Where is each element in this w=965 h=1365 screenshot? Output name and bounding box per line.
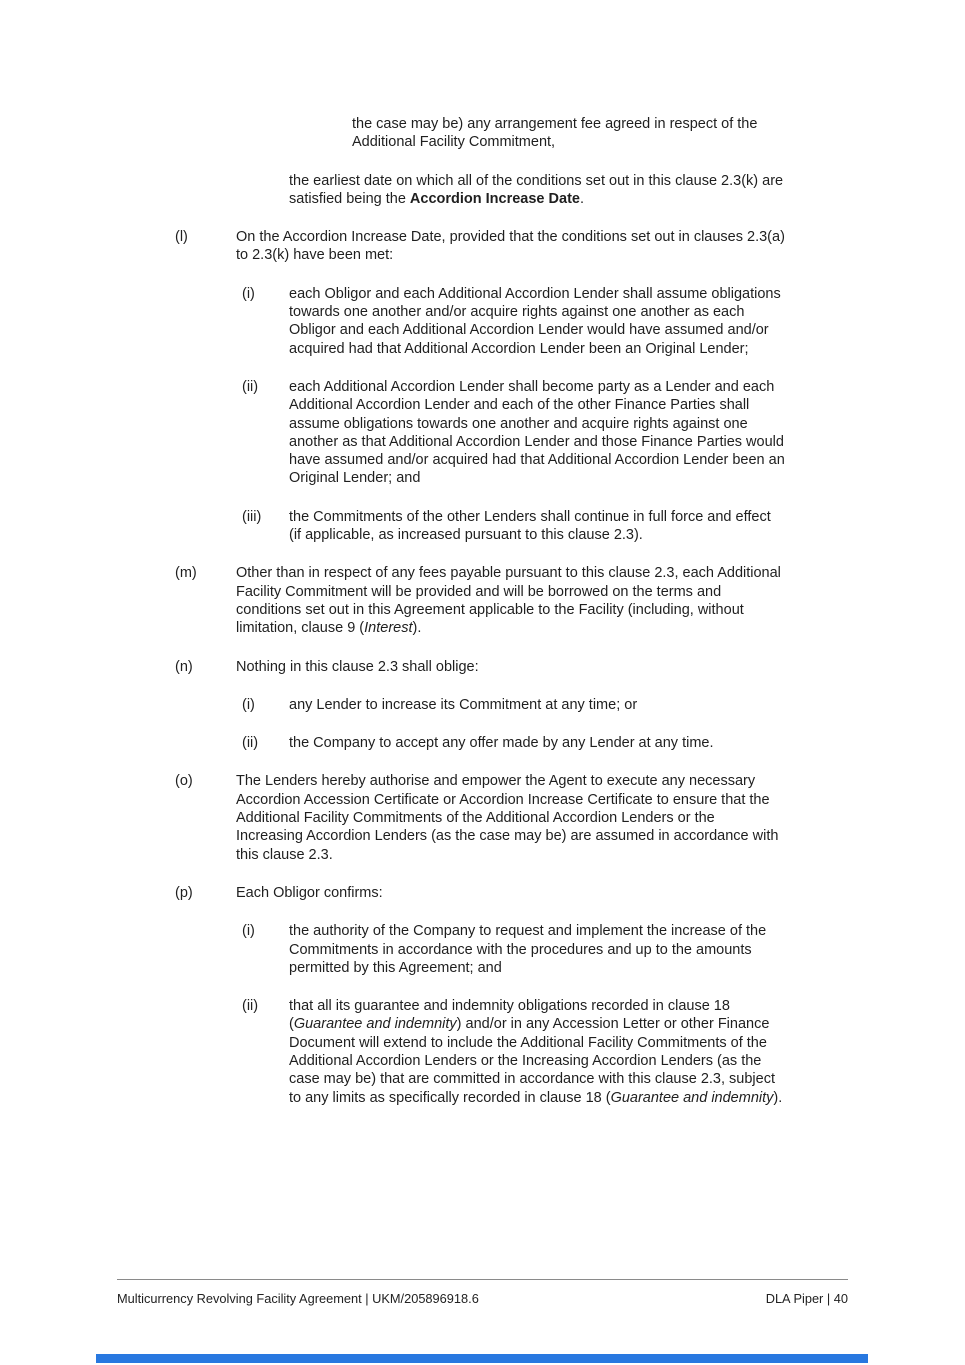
clause-text-segment: ). bbox=[773, 1089, 783, 1106]
clause-text-segment: Guarantee and indemnity bbox=[293, 1016, 457, 1033]
clause-label: (ii) bbox=[242, 735, 259, 752]
footer-rule bbox=[117, 1279, 848, 1280]
clause-text-segment: Interest bbox=[364, 620, 413, 637]
clause-paragraph bbox=[0, 734, 965, 752]
clause-text: each Obligor and each Additional Accordion Lender shall assume obligations towards one another and/or acquire rights against one another as each Obligor and each Additional Accordion Lender would have assumed and/or acquired had that Additional Accordion Lender been an Original Lender; bbox=[289, 285, 781, 357]
footer-firm-page-number: DLA Piper | 40 bbox=[765, 1291, 848, 1306]
clause-text-segment: Guarantee and indemnity bbox=[610, 1089, 774, 1106]
clause-paragraph bbox=[0, 228, 965, 265]
clause-text-segment: to any limits as specifically recorded in clause 18 ( bbox=[289, 1089, 611, 1106]
clause-text: the Commitments of the other Lenders shall continue in full force and effect (if applicable, as increased pursuant to this clause 2.3). bbox=[289, 508, 771, 544]
clause-text-segment: ( bbox=[289, 1016, 294, 1033]
clause-text: any Lender to increase its Commitment at any time; or bbox=[289, 696, 638, 713]
clause-label: (n) bbox=[175, 658, 193, 675]
clause-label: (i) bbox=[242, 923, 255, 940]
clause-text: each Additional Accordion Lender shall become party as a Lender and each Additional Accordion Lender and each of the other Finance Parties shall assume obligations towards one another and acquire rights against one another as that Additional Accordion Lender and those Finance Parties would have assumed and/or acquired had that Additional Accordion Lender been an Original Lender; and bbox=[289, 378, 785, 487]
clause-paragraph bbox=[0, 172, 965, 209]
clause-label: (i) bbox=[242, 696, 255, 713]
clause-paragraph bbox=[0, 285, 965, 358]
clause-paragraph bbox=[0, 884, 965, 902]
clause-text: The Lenders hereby authorise and empower the Agent to execute any necessary Accordion Accession Certificate or Accordion Increase Certificate to ensure that the Additional Facility Commitments of the Additional Accordion Lenders or the Increasing Accordion Lenders (as the case may be) are assumed in accordance with this clause 2.3. bbox=[236, 773, 779, 863]
clause-text: Nothing in this clause 2.3 shall oblige: bbox=[236, 658, 479, 675]
clause-text: the earliest date on which all of the conditions set out in this clause 2.3(k) are satisfied being the Accordion Increase Date. bbox=[289, 172, 784, 207]
page-footer bbox=[117, 1291, 848, 1307]
clause-paragraph bbox=[0, 772, 965, 863]
clause-label: (m) bbox=[175, 565, 197, 582]
clause-text-segment: satisfied being the bbox=[289, 190, 410, 207]
clause-paragraph bbox=[0, 997, 965, 1107]
clause-text-segment: ) and/or in any Accession Letter or other Finance bbox=[456, 1016, 770, 1033]
clause-text: the case may be) any arrangement fee agreed in respect of the Additional Facility Commitment, bbox=[352, 116, 758, 151]
footer-document-title: Multicurrency Revolving Facility Agreement | UKM/205896918.6 bbox=[117, 1291, 479, 1306]
clause-label: (ii) bbox=[242, 998, 259, 1015]
clause-label: (i) bbox=[242, 285, 255, 302]
clause-text: the Company to accept any offer made by any Lender at any time. bbox=[289, 735, 714, 752]
clause-text-segment: Accordion Increase Date bbox=[409, 190, 580, 207]
clause-paragraph bbox=[0, 378, 965, 488]
clause-text: the authority of the Company to request and implement the increase of the Commitments in accordance with the procedures and up to the amounts permitted by this Agreement; and bbox=[289, 923, 767, 976]
clause-paragraph bbox=[0, 564, 965, 637]
clause-text: Other than in respect of any fees payable pursuant to this clause 2.3, each Additional Facility Commitment will be provided and will be borrowed on the terms and conditions set out in this Agreement applicable to the Facility (including, without limitation, clause 9 (Interest). bbox=[236, 565, 781, 637]
bottom-accent-bar bbox=[96, 1354, 868, 1363]
clause-label: (l) bbox=[175, 229, 188, 246]
clause-text-segment: ). bbox=[412, 620, 422, 637]
clause-paragraph bbox=[0, 508, 965, 545]
clause-text-segment: limitation, clause 9 ( bbox=[236, 620, 365, 637]
clause-text: On the Accordion Increase Date, provided that the conditions set out in clauses 2.3(a) to 2.3(k) have been met: bbox=[236, 229, 785, 264]
clause-text: that all its guarantee and indemnity obligations recorded in clause 18 (Guarantee and indemnity) and/or in any Accession Letter or other Finance Document will extend to include the Additional Facility Commitments of the Additional Accordion Lenders or the Increasing Accordion Lenders (as the case may be) that are committed in accordance with this clause 2.3, subject to any limits as specifically recorded in clause 18 (Guarantee and indemnity). bbox=[289, 998, 783, 1106]
clause-paragraph bbox=[0, 658, 965, 676]
clause-label: (p) bbox=[175, 884, 193, 901]
clause-text: Each Obligor confirms: bbox=[236, 884, 383, 901]
clause-label: (ii) bbox=[242, 378, 259, 395]
clause-paragraph bbox=[0, 115, 965, 152]
document-body bbox=[0, 115, 965, 1127]
clause-text-segment: . bbox=[579, 190, 584, 207]
clause-paragraph bbox=[0, 696, 965, 714]
clause-paragraph bbox=[0, 922, 965, 977]
clause-label: (iii) bbox=[242, 508, 262, 525]
clause-label: (o) bbox=[175, 773, 193, 790]
